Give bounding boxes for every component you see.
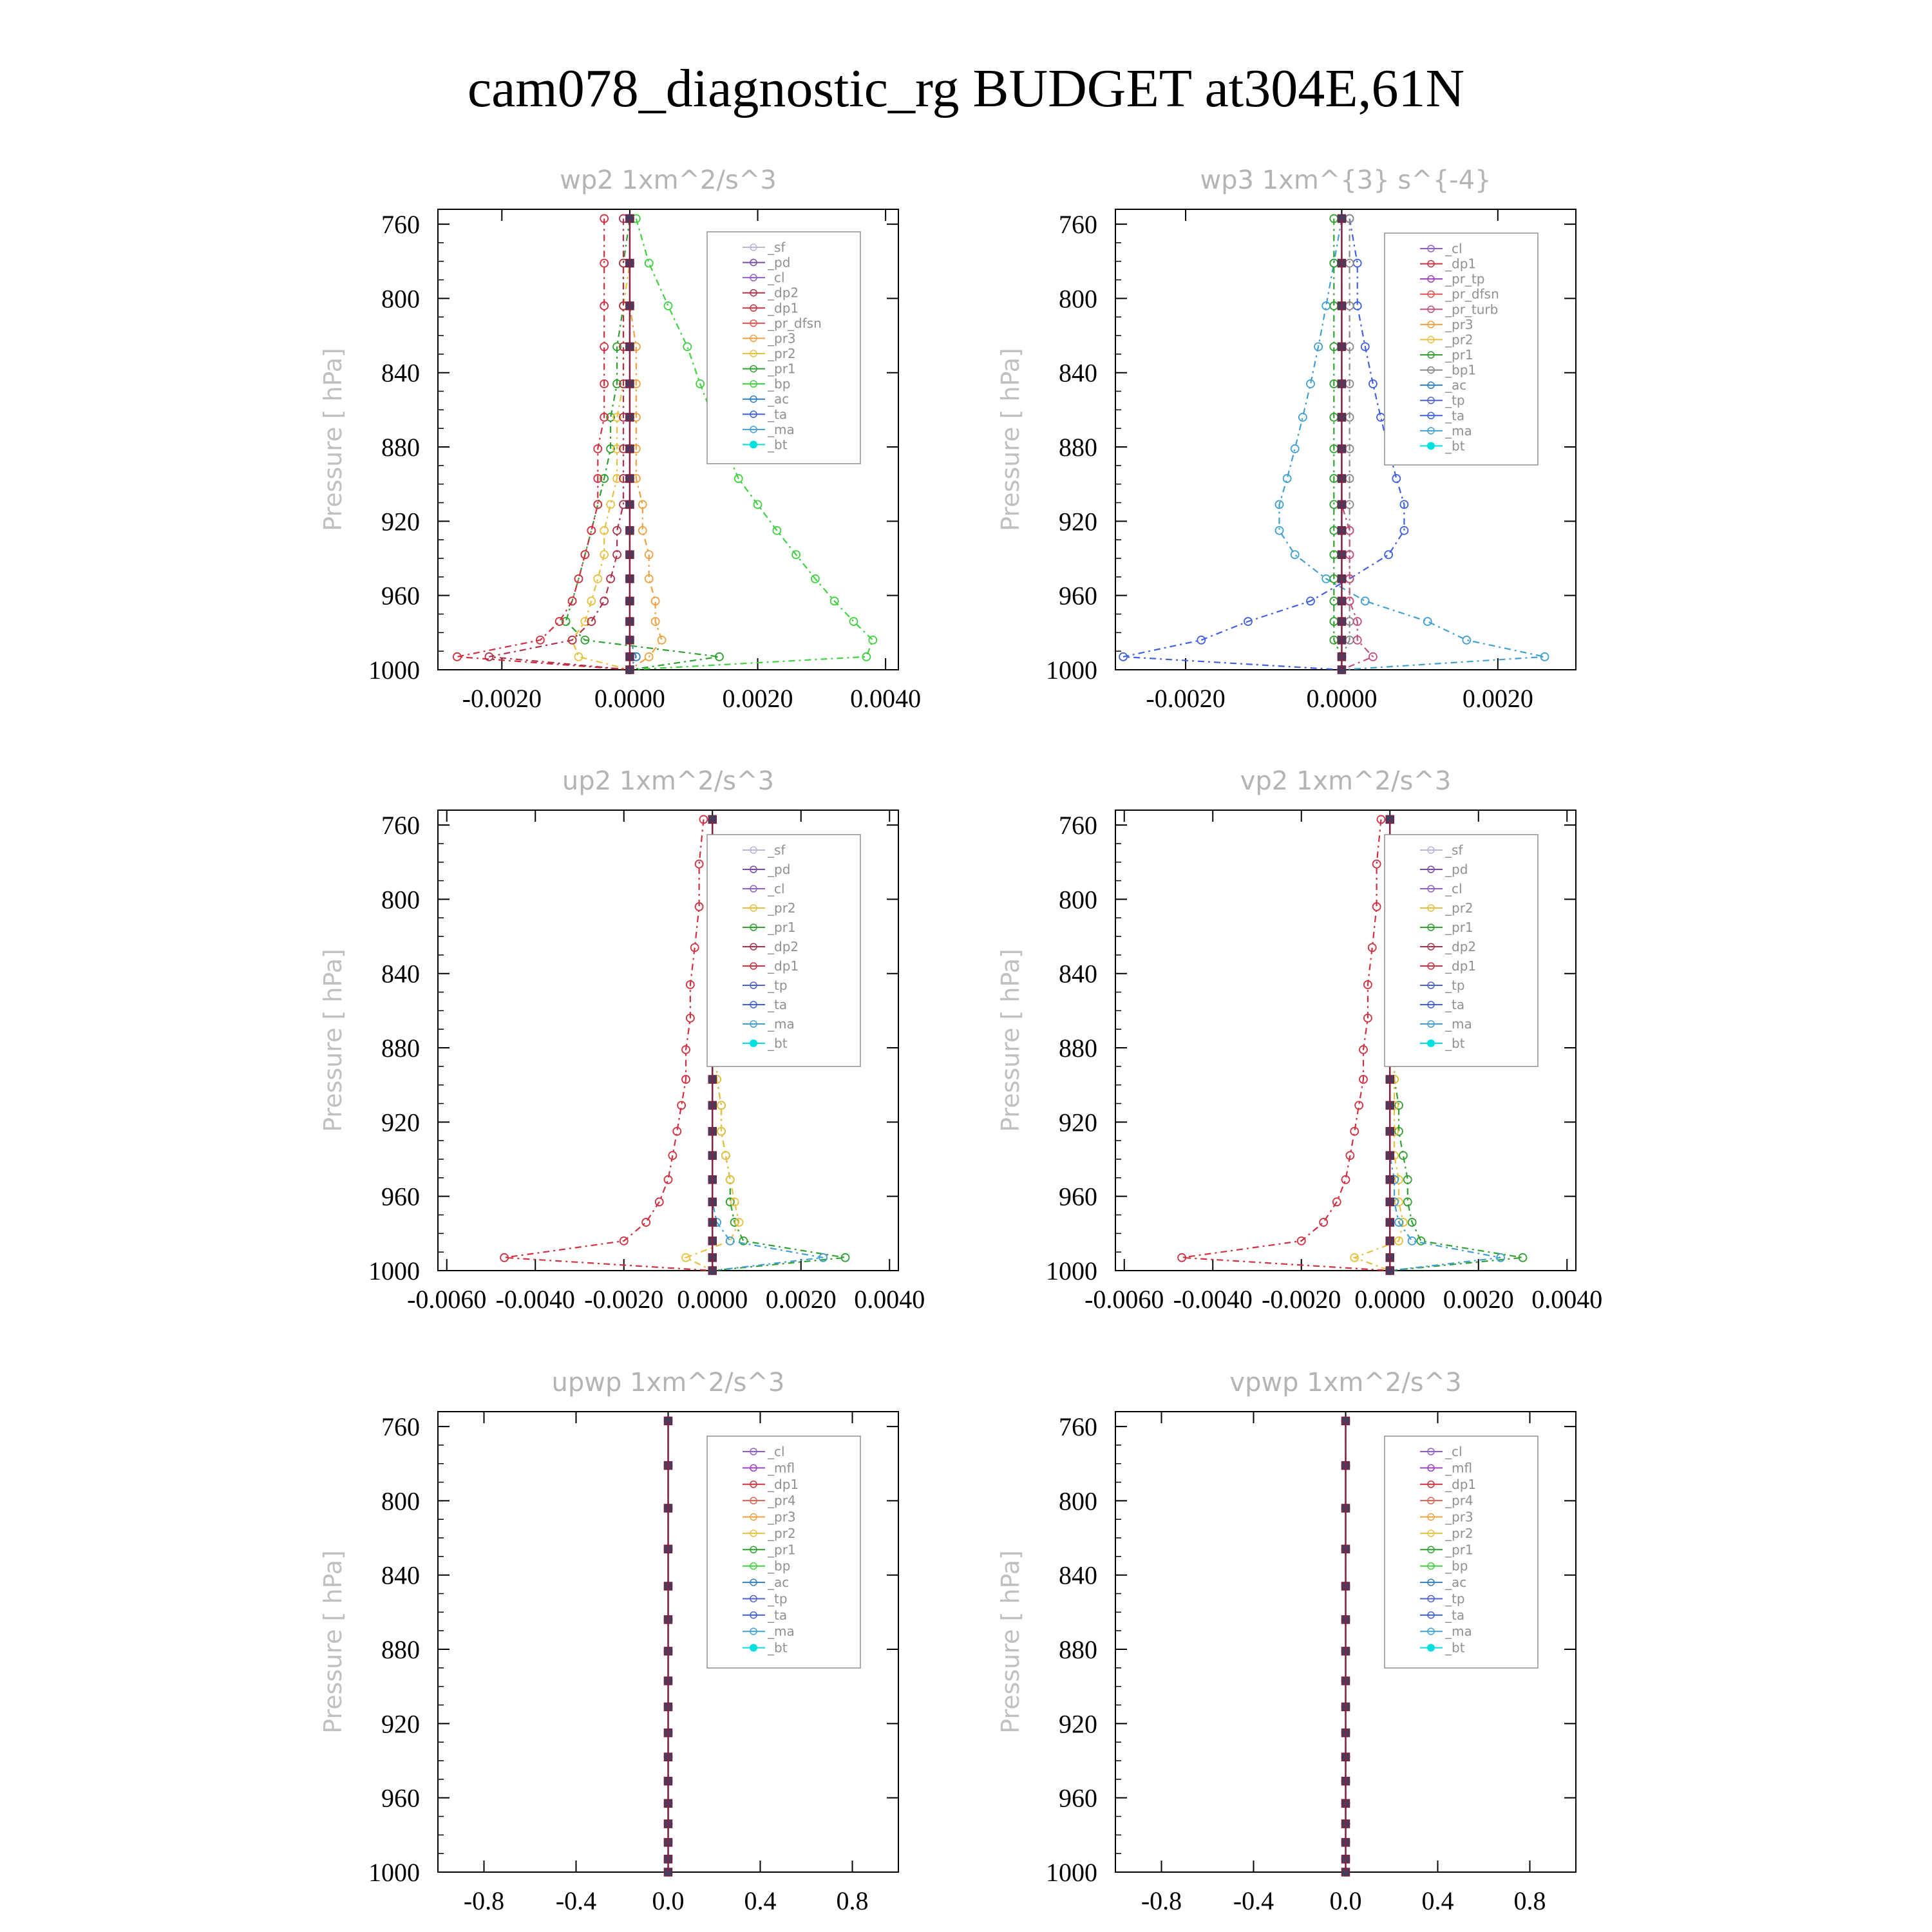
point-dp2 xyxy=(600,597,608,605)
x-tick-label: 0.0020 xyxy=(1443,1285,1514,1314)
legend xyxy=(707,835,860,1066)
x-tick-label: -0.0020 xyxy=(462,684,542,713)
chart-panel-4 xyxy=(996,766,1602,1314)
legend-label: _ta xyxy=(1445,1607,1465,1623)
y-tick-label: 920 xyxy=(381,1709,420,1739)
legend-label: _cl xyxy=(1445,241,1463,256)
legend-label: _cl xyxy=(768,270,785,286)
x-tick-label: -0.0040 xyxy=(495,1285,575,1314)
x-tick-label: -0.4 xyxy=(555,1886,597,1915)
legend-label: _bp xyxy=(1445,1558,1468,1574)
y-tick-label: 1000 xyxy=(368,1256,420,1285)
point-dp1 xyxy=(1373,860,1381,868)
legend-label: _ta xyxy=(1445,408,1465,424)
point-bp1 xyxy=(1346,260,1354,267)
y-axis-label: Pressure [ hPa] xyxy=(319,1550,347,1734)
y-tick-label: 1000 xyxy=(368,656,420,685)
legend-label: _tp xyxy=(1445,978,1465,993)
y-tick-label: 1000 xyxy=(1046,1256,1097,1285)
point-ma xyxy=(1361,597,1369,605)
legend xyxy=(1385,233,1538,465)
y-tick-label: 840 xyxy=(381,959,420,989)
point-bp xyxy=(665,302,672,310)
x-tick-label: 0.0000 xyxy=(1306,684,1378,713)
point-ta xyxy=(1385,551,1392,558)
legend-label: _bp1 xyxy=(1445,362,1477,378)
x-tick-label: -0.0020 xyxy=(1146,684,1226,713)
legend-label: _pr_dfsn xyxy=(1445,286,1499,302)
legend-label: _ma xyxy=(1445,1624,1472,1640)
legend-label: _ta xyxy=(768,406,788,422)
legend xyxy=(707,232,860,464)
x-tick-label: 0.0040 xyxy=(850,684,922,713)
point-pr3 xyxy=(658,636,666,644)
legend-marker xyxy=(1427,1644,1435,1652)
x-tick-label: 0.0000 xyxy=(594,684,665,713)
x-tick-label: -0.0060 xyxy=(407,1285,487,1314)
x-tick-label: -0.0020 xyxy=(1262,1285,1341,1314)
legend-label: _dp2 xyxy=(768,939,799,954)
x-tick-label: 0.0020 xyxy=(765,1285,837,1314)
legend-label: _mfl xyxy=(768,1460,795,1476)
legend-label: _dp1 xyxy=(1445,256,1477,272)
legend-marker xyxy=(1427,442,1435,450)
y-tick-label: 840 xyxy=(381,358,420,388)
point-ma xyxy=(1424,618,1432,625)
y-tick-label: 760 xyxy=(381,811,420,840)
chart-panel-1 xyxy=(319,166,921,713)
legend-label: _ac xyxy=(1445,1575,1467,1591)
legend-label: _cl xyxy=(768,881,785,896)
legend-label: _bt xyxy=(768,437,788,453)
panel-title: vpwp 1xm^2/s^3 xyxy=(1229,1368,1462,1397)
x-tick-label: 0.0040 xyxy=(1531,1285,1603,1314)
legend-label: _pr4 xyxy=(768,1493,796,1509)
legend-label: _tp xyxy=(768,1591,788,1607)
y-tick-label: 800 xyxy=(1059,1486,1097,1516)
point-pr2 xyxy=(594,575,601,583)
panel-title: vp2 1xm^2/s^3 xyxy=(1240,766,1452,796)
point-dp1 xyxy=(642,1218,650,1226)
y-tick-label: 920 xyxy=(381,507,420,536)
legend-label: _pr2 xyxy=(1445,332,1473,348)
point-bp xyxy=(645,260,653,267)
legend-label: _pr_dfsn xyxy=(768,315,822,331)
x-tick-label: 0.0040 xyxy=(854,1285,925,1314)
y-tick-label: 880 xyxy=(381,433,420,462)
y-tick-label: 800 xyxy=(1059,284,1097,314)
legend-label: _pr1 xyxy=(1445,1542,1473,1558)
x-tick-label: 0.8 xyxy=(1513,1886,1546,1915)
legend-label: _pr2 xyxy=(768,346,796,361)
legend-label: _pr2 xyxy=(1445,900,1473,916)
legend-label: _cl xyxy=(1445,1444,1463,1459)
y-tick-label: 840 xyxy=(1059,959,1097,989)
legend-label: _pr1 xyxy=(768,1542,796,1558)
y-tick-label: 960 xyxy=(381,581,420,611)
legend xyxy=(707,1436,860,1668)
legend-label: _pr_turb xyxy=(1445,301,1499,317)
y-tick-label: 800 xyxy=(381,284,420,314)
legend-label: _pr1 xyxy=(1445,347,1473,363)
legend-label: _ma xyxy=(768,1624,795,1640)
series-line-dp2 xyxy=(489,218,630,670)
legend-label: _bp xyxy=(768,1558,791,1574)
legend-label: _ta xyxy=(768,997,788,1012)
legend-label: _dp2 xyxy=(768,285,799,301)
legend-label: _tp xyxy=(1445,392,1465,408)
legend-label: _ma xyxy=(1445,422,1472,439)
legend-label: _sf xyxy=(1445,842,1463,858)
legend-label: _ta xyxy=(768,1607,788,1623)
point-ta xyxy=(1400,527,1408,535)
x-tick-label: 0.0020 xyxy=(722,684,793,713)
legend-label: _mfl xyxy=(1445,1460,1473,1476)
legend-label: _pr3 xyxy=(1445,316,1473,332)
legend xyxy=(1385,835,1538,1066)
y-axis-label: Pressure [ hPa] xyxy=(319,348,347,531)
y-tick-label: 880 xyxy=(1059,1034,1097,1063)
y-tick-label: 960 xyxy=(381,1783,420,1813)
y-tick-label: 840 xyxy=(1059,358,1097,388)
x-tick-label: 0.4 xyxy=(744,1886,777,1915)
x-tick-label: 0.4 xyxy=(1421,1886,1454,1915)
y-axis-label: Pressure [ hPa] xyxy=(319,949,347,1132)
legend-label: _pd xyxy=(1445,862,1468,877)
panel-title: wp2 1xm^2/s^3 xyxy=(560,166,777,195)
y-tick-label: 760 xyxy=(1059,210,1097,240)
legend-label: _bt xyxy=(768,1640,788,1656)
x-tick-label: 0.0 xyxy=(1329,1886,1362,1915)
legend-label: _ma xyxy=(1445,1016,1472,1032)
legend-label: _dp1 xyxy=(768,300,799,316)
legend-label: _bt xyxy=(1445,1640,1465,1656)
legend-label: _pr1 xyxy=(1445,920,1473,935)
legend-marker xyxy=(750,1039,757,1047)
legend-marker xyxy=(750,1644,757,1652)
y-tick-label: 920 xyxy=(1059,1709,1097,1739)
y-tick-label: 840 xyxy=(1059,1560,1097,1590)
x-tick-label: 0.0000 xyxy=(677,1285,748,1314)
legend-label: _pr2 xyxy=(1445,1525,1473,1541)
y-axis-label: Pressure [ hPa] xyxy=(996,949,1025,1132)
y-tick-label: 1000 xyxy=(1046,1858,1097,1887)
chart-panel-6 xyxy=(996,1368,1576,1915)
legend-label: _pr3 xyxy=(768,1509,796,1525)
legend-label: _pr1 xyxy=(768,920,796,935)
legend-label: _pr3 xyxy=(1445,1509,1473,1525)
legend-label: _dp2 xyxy=(1445,939,1477,954)
legend-label: _dp1 xyxy=(1445,958,1477,974)
point-pr1 xyxy=(1330,500,1338,508)
point-dp1 xyxy=(696,860,703,868)
figure-title: cam078_diagnostic_rg BUDGET at304E,61N xyxy=(467,59,1465,118)
legend-label: _sf xyxy=(768,842,786,858)
legend-label: _ac xyxy=(1445,377,1467,393)
legend-label: _ma xyxy=(768,1016,795,1032)
legend-label: _cl xyxy=(768,1444,785,1459)
y-tick-label: 800 xyxy=(1059,885,1097,914)
point-dp1 xyxy=(1320,1218,1327,1226)
legend-marker xyxy=(750,440,757,448)
point-bp xyxy=(849,618,857,625)
y-tick-label: 840 xyxy=(381,1560,420,1590)
legend-label: _ma xyxy=(768,421,795,437)
y-tick-label: 760 xyxy=(1059,811,1097,840)
series-line-ta xyxy=(1123,218,1404,670)
point-bp xyxy=(869,636,876,644)
legend-label: _tp xyxy=(1445,1591,1465,1607)
legend-label: _sf xyxy=(768,240,786,255)
legend-label: _pr4 xyxy=(1445,1493,1473,1509)
y-tick-label: 960 xyxy=(381,1182,420,1211)
series-line-dp1 xyxy=(457,218,630,670)
legend-label: _ac xyxy=(768,391,790,407)
x-tick-label: -0.4 xyxy=(1233,1886,1274,1915)
series-line-pr3 xyxy=(630,218,662,670)
y-tick-label: 880 xyxy=(1059,1635,1097,1665)
y-tick-label: 1000 xyxy=(1046,656,1097,685)
point-ma xyxy=(1291,445,1299,453)
x-tick-label: -0.0060 xyxy=(1084,1285,1164,1314)
legend-label: _bt xyxy=(768,1036,788,1051)
y-tick-label: 960 xyxy=(1059,1182,1097,1211)
x-tick-label: 0.0000 xyxy=(1354,1285,1426,1314)
y-tick-label: 800 xyxy=(381,885,420,914)
panel-title: up2 1xm^2/s^3 xyxy=(562,766,775,796)
point-ma xyxy=(1275,527,1283,535)
x-tick-label: -0.0020 xyxy=(584,1285,664,1314)
legend-label: _dp1 xyxy=(1445,1476,1477,1492)
point-dp1 xyxy=(600,260,608,267)
point-ma xyxy=(1463,636,1470,644)
legend-label: _bt xyxy=(1445,1036,1465,1051)
y-tick-label: 880 xyxy=(1059,433,1097,462)
legend-label: _pr2 xyxy=(768,1525,796,1541)
y-tick-label: 920 xyxy=(1059,1108,1097,1137)
y-tick-label: 960 xyxy=(1059,1783,1097,1813)
chart-panel-5 xyxy=(319,1368,898,1915)
y-axis-label: Pressure [ hPa] xyxy=(996,1550,1025,1734)
y-tick-label: 880 xyxy=(381,1034,420,1063)
y-axis-label: Pressure [ hPa] xyxy=(996,348,1025,531)
series-line-dp1 xyxy=(504,819,712,1271)
legend-label: _pd xyxy=(768,862,791,877)
series-line-pr1 xyxy=(566,218,719,670)
point-bp xyxy=(683,343,691,350)
y-tick-label: 920 xyxy=(1059,507,1097,536)
legend-marker xyxy=(1427,1039,1435,1047)
legend-label: _bp xyxy=(768,376,791,392)
series-line-dp1 xyxy=(1182,819,1390,1271)
point-ma xyxy=(726,1237,734,1245)
y-tick-label: 1000 xyxy=(368,1858,420,1887)
chart-panel-3 xyxy=(319,766,925,1314)
y-tick-label: 760 xyxy=(381,210,420,240)
legend xyxy=(1385,1436,1538,1668)
x-tick-label: 0.0 xyxy=(652,1886,685,1915)
x-tick-label: 0.8 xyxy=(836,1886,869,1915)
panel-title: upwp 1xm^2/s^3 xyxy=(551,1368,785,1397)
legend-label: _pd xyxy=(768,254,791,270)
y-tick-label: 760 xyxy=(1059,1412,1097,1442)
legend-label: _dp1 xyxy=(768,958,799,974)
legend-label: _ac xyxy=(768,1575,790,1591)
y-tick-label: 880 xyxy=(381,1635,420,1665)
point-bp1 xyxy=(1346,500,1354,508)
legend-label: _pr2 xyxy=(768,900,796,916)
y-tick-label: 800 xyxy=(381,1486,420,1516)
y-tick-label: 960 xyxy=(1059,581,1097,611)
y-tick-label: 760 xyxy=(381,1412,420,1442)
legend-label: _ta xyxy=(1445,997,1465,1012)
legend-label: _dp1 xyxy=(768,1476,799,1492)
legend-label: _pr_tp xyxy=(1445,271,1485,287)
legend-label: _cl xyxy=(1445,881,1463,896)
legend-label: _bt xyxy=(1445,438,1465,454)
point-pr2 xyxy=(717,1101,725,1109)
panel-title: wp3 1xm^{3} s^{-4} xyxy=(1200,166,1492,195)
x-tick-label: -0.8 xyxy=(463,1886,505,1915)
x-tick-label: 0.0020 xyxy=(1462,684,1533,713)
x-tick-label: -0.0040 xyxy=(1173,1285,1253,1314)
legend-label: _tp xyxy=(768,978,788,993)
legend-label: _pr3 xyxy=(768,330,796,346)
legend-label: _pr1 xyxy=(768,361,796,377)
x-tick-label: -0.8 xyxy=(1141,1886,1182,1915)
chart-panel-2 xyxy=(996,166,1576,713)
y-tick-label: 920 xyxy=(381,1108,420,1137)
point-ma xyxy=(1291,551,1299,558)
